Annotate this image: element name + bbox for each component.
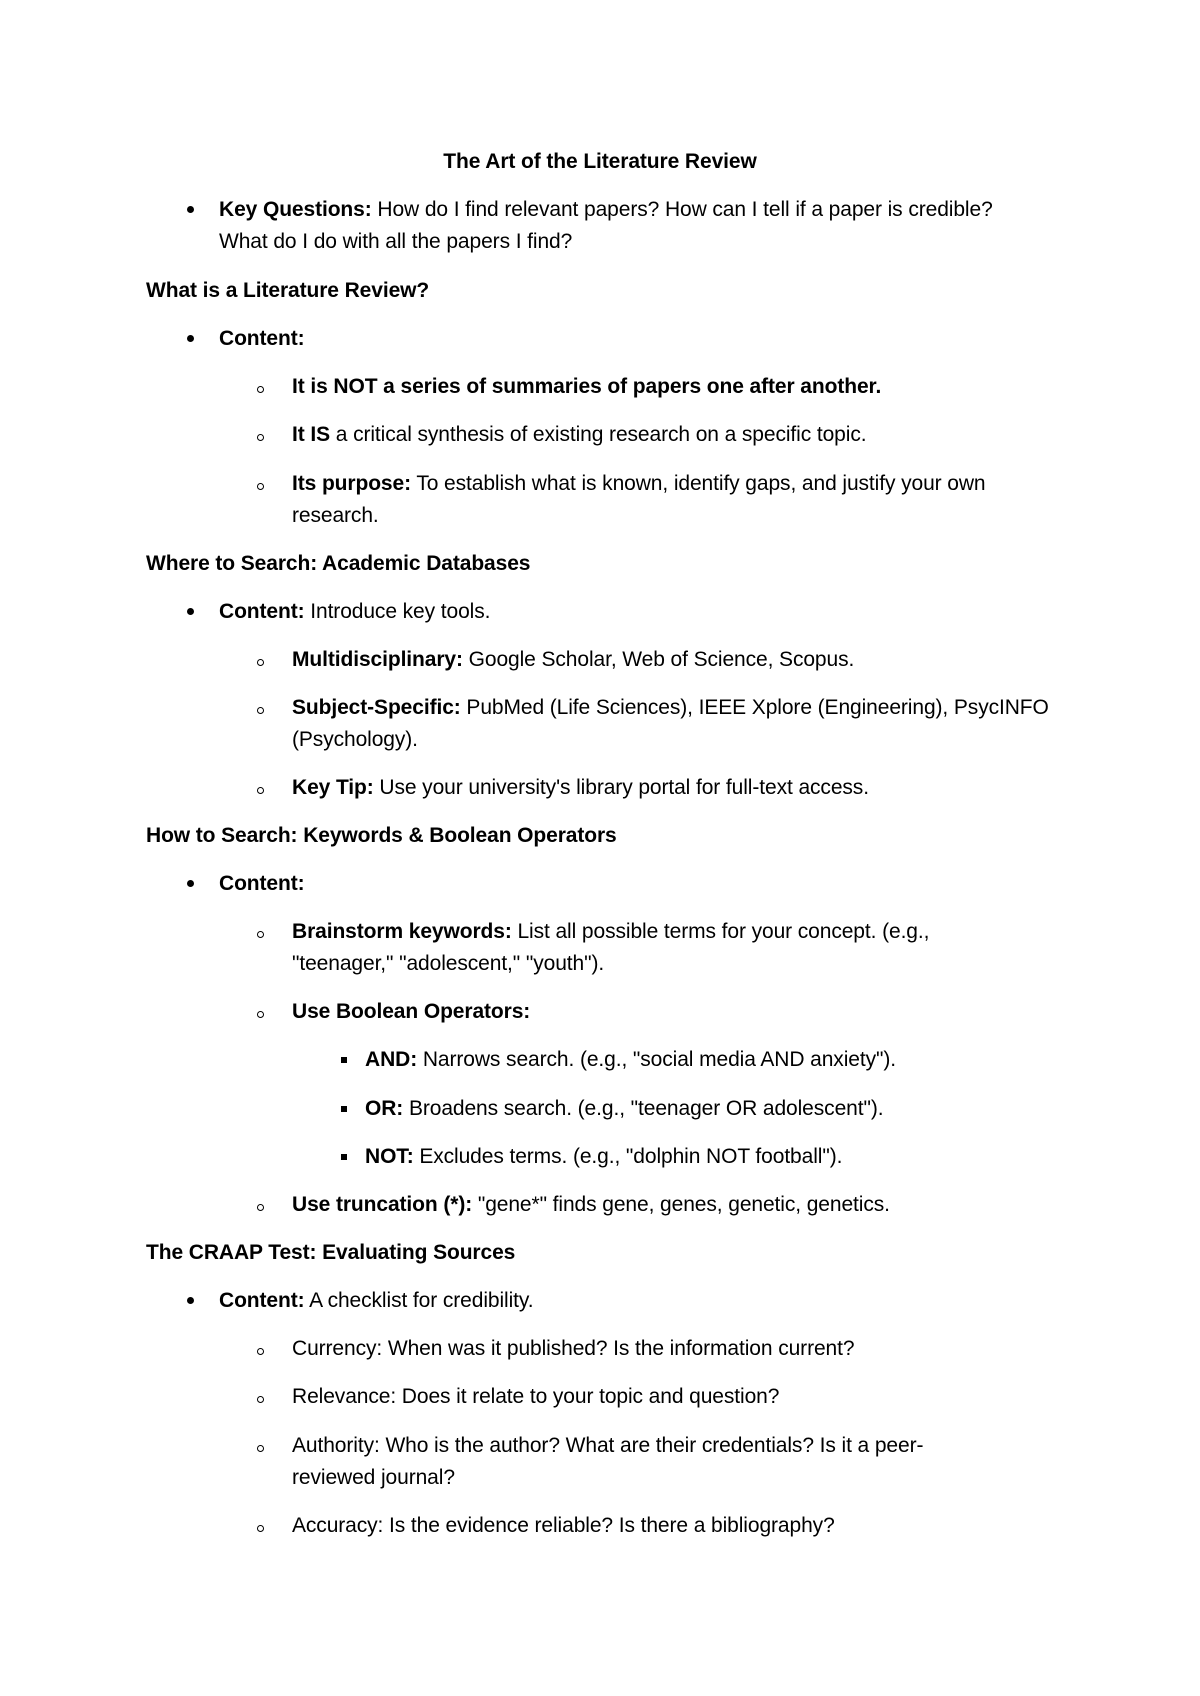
list-item-label: Brainstorm keywords: (292, 920, 512, 943)
list-item (292, 916, 929, 948)
key-questions-line (219, 194, 993, 226)
section-heading: How to Search: Keywords & Boolean Operators (146, 824, 617, 847)
list-item (292, 644, 854, 676)
section-heading: Where to Search: Academic Databases (146, 552, 531, 575)
list-item-text: a critical synthesis of existing research on a specific topic. (330, 423, 867, 446)
sub-list-item-text: Excludes terms. (e.g., "dolphin NOT football"). (413, 1145, 843, 1168)
list-item-text: "gene*" finds gene, genes, genetic, genetics. (472, 1193, 890, 1216)
sub-list-item-text: Broadens search. (e.g., "teenager OR adolescent"). (403, 1097, 884, 1120)
sub-list-item-label: AND: (365, 1048, 418, 1071)
list-item-label: Use truncation (*): (292, 1193, 473, 1216)
list-item: Relevance: Does it relate to your topic and question? (292, 1385, 780, 1408)
content-text: Introduce key tools. (304, 600, 491, 623)
list-item-cont: "teenager," "adolescent," "youth"). (292, 952, 605, 975)
sub-list-item (365, 1141, 842, 1173)
bullet-dot (187, 206, 194, 213)
list-item-label: Use Boolean Operators: (292, 1000, 531, 1023)
content-label: Content: (219, 327, 305, 350)
bullet-circle (257, 931, 264, 938)
key-questions-text-cont: What do I do with all the papers I find? (219, 230, 573, 253)
bullet-circle (257, 434, 264, 441)
bullet-dot (187, 880, 194, 887)
sub-list-item-text: Narrows search. (e.g., "social media AND anxiety"). (417, 1048, 896, 1071)
list-item-text: PubMed (Life Sciences), IEEE Xplore (Engineering), PsycINFO (460, 696, 1049, 719)
content-line (219, 323, 305, 355)
bullet-dot (187, 335, 194, 342)
list-item-label: It IS (292, 423, 331, 446)
list-item-label: It is NOT a series of summaries of papers one after another. (292, 375, 882, 398)
bullet-circle (257, 386, 264, 393)
bullet-circle (257, 787, 264, 794)
list-item (292, 1189, 890, 1221)
section-heading: The CRAAP Test: Evaluating Sources (146, 1241, 516, 1264)
bullet-circle (257, 1525, 264, 1532)
bullet-square (341, 1057, 347, 1063)
bullet-circle (257, 1011, 264, 1018)
key-questions-label: Key Questions: (219, 198, 372, 221)
bullet-circle (257, 707, 264, 714)
content-label: Content: (219, 872, 305, 895)
bullet-circle (257, 483, 264, 490)
section-heading: What is a Literature Review? (146, 279, 430, 302)
list-item-label: Key Tip: (292, 776, 374, 799)
list-item (292, 468, 986, 500)
document-title: The Art of the Literature Review (443, 150, 757, 173)
content-label: Content: (219, 600, 305, 623)
list-item-cont: research. (292, 504, 379, 527)
content-line (219, 596, 490, 628)
bullet-circle (257, 1348, 264, 1355)
list-item-text: Use your university's library portal for full-text access. (373, 776, 869, 799)
content-line (219, 868, 305, 900)
list-item-label: Subject-Specific: (292, 696, 461, 719)
bullet-dot (187, 1297, 194, 1304)
bullet-circle (257, 1396, 264, 1403)
bullet-dot (187, 608, 194, 615)
sub-list-item-label: OR: (365, 1097, 404, 1120)
bullet-circle (257, 1204, 264, 1211)
list-item-cont: (Psychology). (292, 728, 418, 751)
sub-list-item (365, 1093, 883, 1125)
content-text: A checklist for credibility. (304, 1289, 534, 1312)
sub-list-item (365, 1044, 896, 1076)
list-item-cont: reviewed journal? (292, 1466, 455, 1489)
list-item (292, 996, 530, 1028)
list-item (292, 371, 881, 403)
content-label: Content: (219, 1289, 305, 1312)
list-item-text: Google Scholar, Web of Science, Scopus. (462, 648, 855, 671)
list-item-label: Multidisciplinary: (292, 648, 463, 671)
bullet-circle (257, 1445, 264, 1452)
list-item: Currency: When was it published? Is the information current? (292, 1337, 855, 1360)
list-item-text: To establish what is known, identify gaps, and justify your own (410, 472, 986, 495)
list-item (292, 692, 1049, 724)
sub-list-item-label: NOT: (365, 1145, 414, 1168)
list-item: Accuracy: Is the evidence reliable? Is there a bibliography? (292, 1514, 835, 1537)
list-item: Authority: Who is the author? What are their credentials? Is it a peer- (292, 1434, 924, 1457)
list-item (292, 772, 869, 804)
bullet-square (341, 1154, 347, 1160)
bullet-square (341, 1106, 347, 1112)
list-item (292, 419, 866, 451)
bullet-circle (257, 659, 264, 666)
list-item-text: List all possible terms for your concept. (e.g., (511, 920, 930, 943)
list-item-label: Its purpose: (292, 472, 411, 495)
key-questions-text: How do I find relevant papers? How can I tell if a paper is credible? (371, 198, 993, 221)
content-line (219, 1285, 533, 1317)
